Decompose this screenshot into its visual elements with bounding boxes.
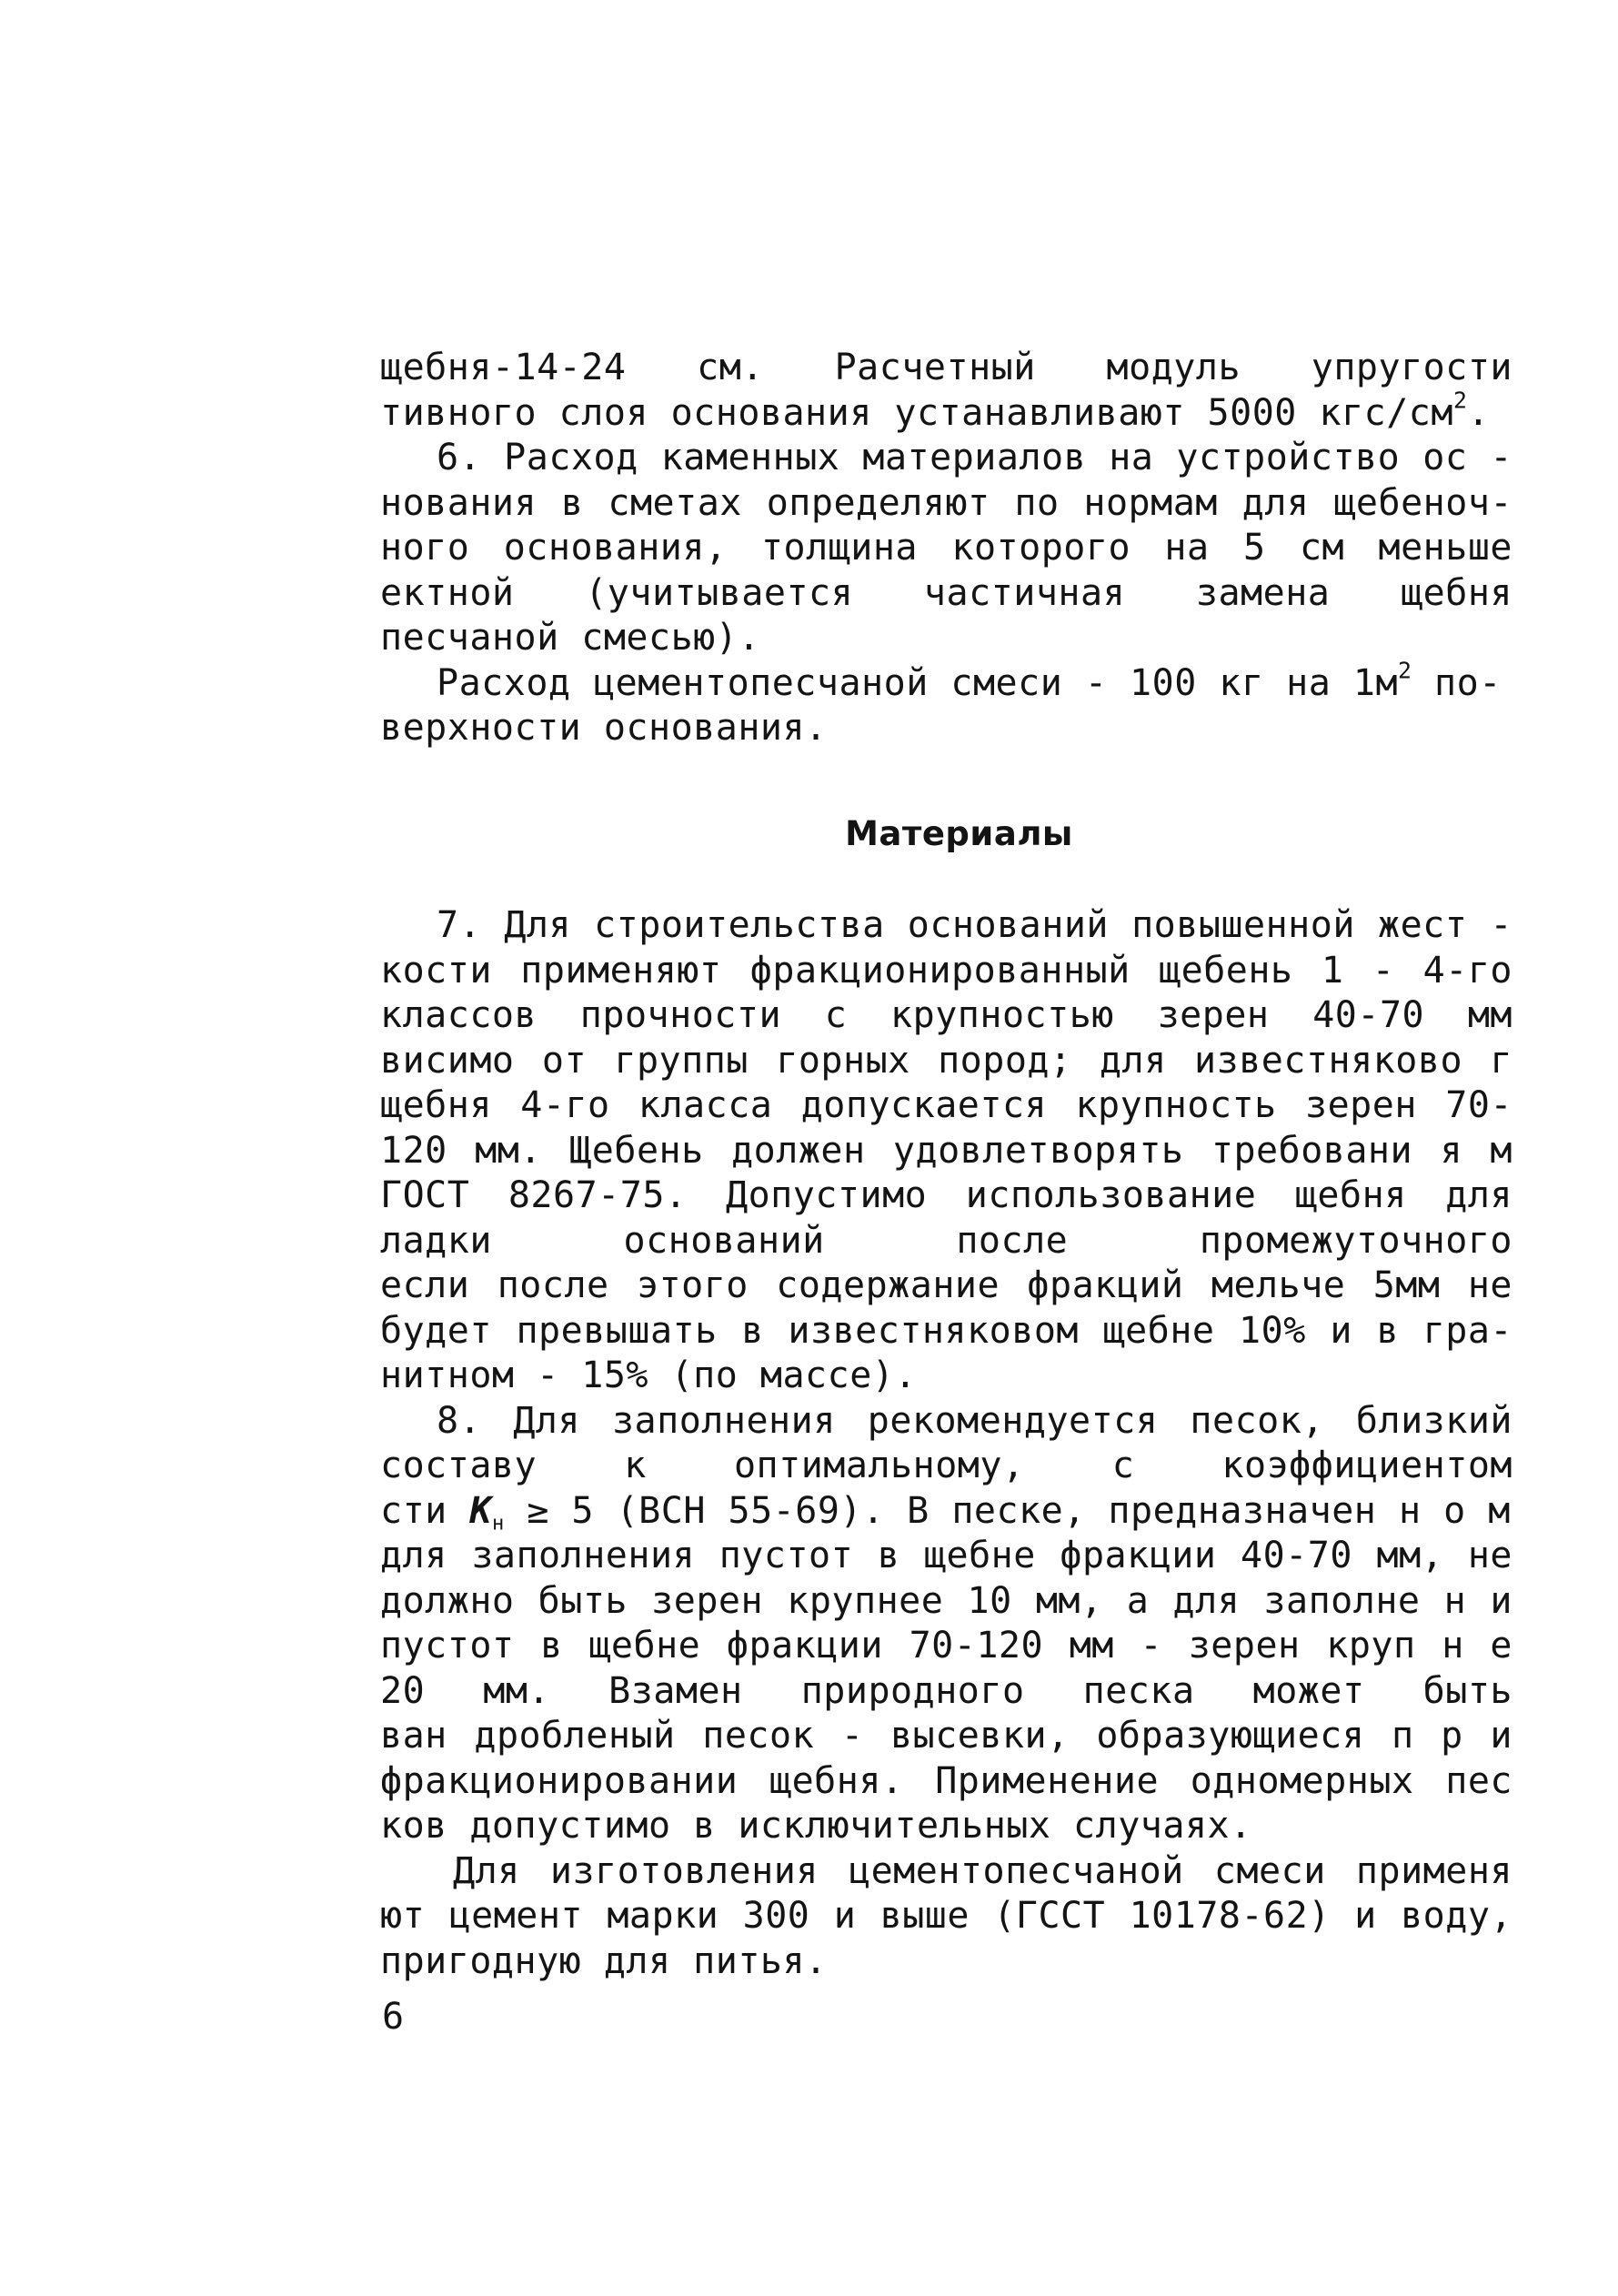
paragraph-8-line: для заполнения пустот в щебне фракции 40-70 мм, не [380,1535,1512,1576]
paragraph-8-line: должно быть зерен крупнее 10 мм, а для заполне н и [380,1579,1512,1622]
paragraph-6-line: нования в сметах определяют по нормам для щебеноч- [380,481,1512,524]
paragraph-7-line: 120 мм. Щебень должен удовлетворять требовани я м [380,1129,1512,1172]
paragraph-7-line: ладки оснований после промежуточного [380,1219,1512,1262]
paragraph-8-line: фракционировании щебня. Применение одномерных пес [380,1759,1512,1802]
paragraph-9-line: ют цемент марки 300 и выше (ГССТ 10178-62) и воду, [380,1895,1512,1937]
paragraph-8-line: ван дробленый песок - высевки, образующиеся п р и [380,1715,1512,1757]
paragraph-9-line: пригодную для питья. [380,1939,828,1982]
paragraph-8-line [380,1489,1512,1535]
paragraph-7-line: ГОСТ 8267-75. Допустимо использование щебня для [380,1174,1512,1216]
spacer [380,856,1512,903]
subscript: н [491,1512,505,1534]
paragraph-7-line: если после этого содержание фракций мельче 5мм не [380,1264,1512,1306]
paragraph-7-line: нитном - 15% (по массе). [380,1354,917,1396]
document-body [380,346,1512,1984]
text-line-part: тивного слоя основания устанавливают 5000 кгс/см [380,391,1453,434]
paragraph-7-line: висимо от группы горных пород; для известняково г [380,1039,1512,1082]
paragraph-6b-line: верхности основания. [380,707,828,749]
paragraph-6-line: ного основания, толщина которого на 5 см меньше [380,527,1512,569]
paragraph-7-line: 7. Для строительства оснований повышенной жест - [437,904,1512,946]
paragraph-8-line: 20 мм. Взамен природного песка может быть [380,1669,1512,1712]
period: . [1467,391,1490,434]
paragraph-8-line: составу к оптимальному, с коэффициентом [380,1445,1512,1486]
paragraph-8-line: ков допустимо в исключительных случаях. [380,1805,1252,1847]
paragraph-6-line: песчаной смесью). [380,617,760,659]
text-line-part: сти [380,1489,447,1532]
text-line: щебня-14-24 см. Расчетный модуль упругости [380,347,1512,388]
spacer [380,751,1512,811]
text-line-part: по- [1412,661,1502,704]
text-line-part: Расход цементопесчаной смеси - 100 кг на 1м [437,661,1399,704]
paragraph-7-line: щебня 4-го класса допускается крупность зерен 70- [380,1084,1512,1126]
paragraph-7-line: классов прочности с крупностью зерен 40-70 мм [380,994,1512,1036]
section-heading: Материалы [845,813,1073,853]
paragraph-7-line: кости применяют фракционированный щебень 1 - 4-го [380,949,1512,992]
paragraph-9-line: Для изготовления цементопесчаной смеси применя [453,1849,1512,1892]
superscript: 2 [1452,390,1468,413]
paragraph-8-line: 8. Для заполнения рекомендуется песок, близкий [437,1399,1512,1442]
paragraph-6-line: 6. Расход каменных материалов на устройство ос - [437,437,1512,478]
text-line-part: ≥ 5 (ВСН 55-69). В песке, предназначен н о м [504,1489,1511,1532]
paragraph-6b-line [380,661,1512,707]
paragraph-7-line: будет превышать в известняковом щебне 10% и в гра- [380,1309,1512,1352]
text-line [380,391,1512,437]
paragraph-6-line: ектной (учитывается частичная замена щебня [380,571,1512,614]
page-number: 6 [382,1996,405,2038]
k-symbol: K [469,1489,492,1532]
paragraph-8-line: пустот в щебне фракции 70-120 мм - зерен круп н е [380,1625,1512,1667]
superscript: 2 [1398,660,1412,683]
